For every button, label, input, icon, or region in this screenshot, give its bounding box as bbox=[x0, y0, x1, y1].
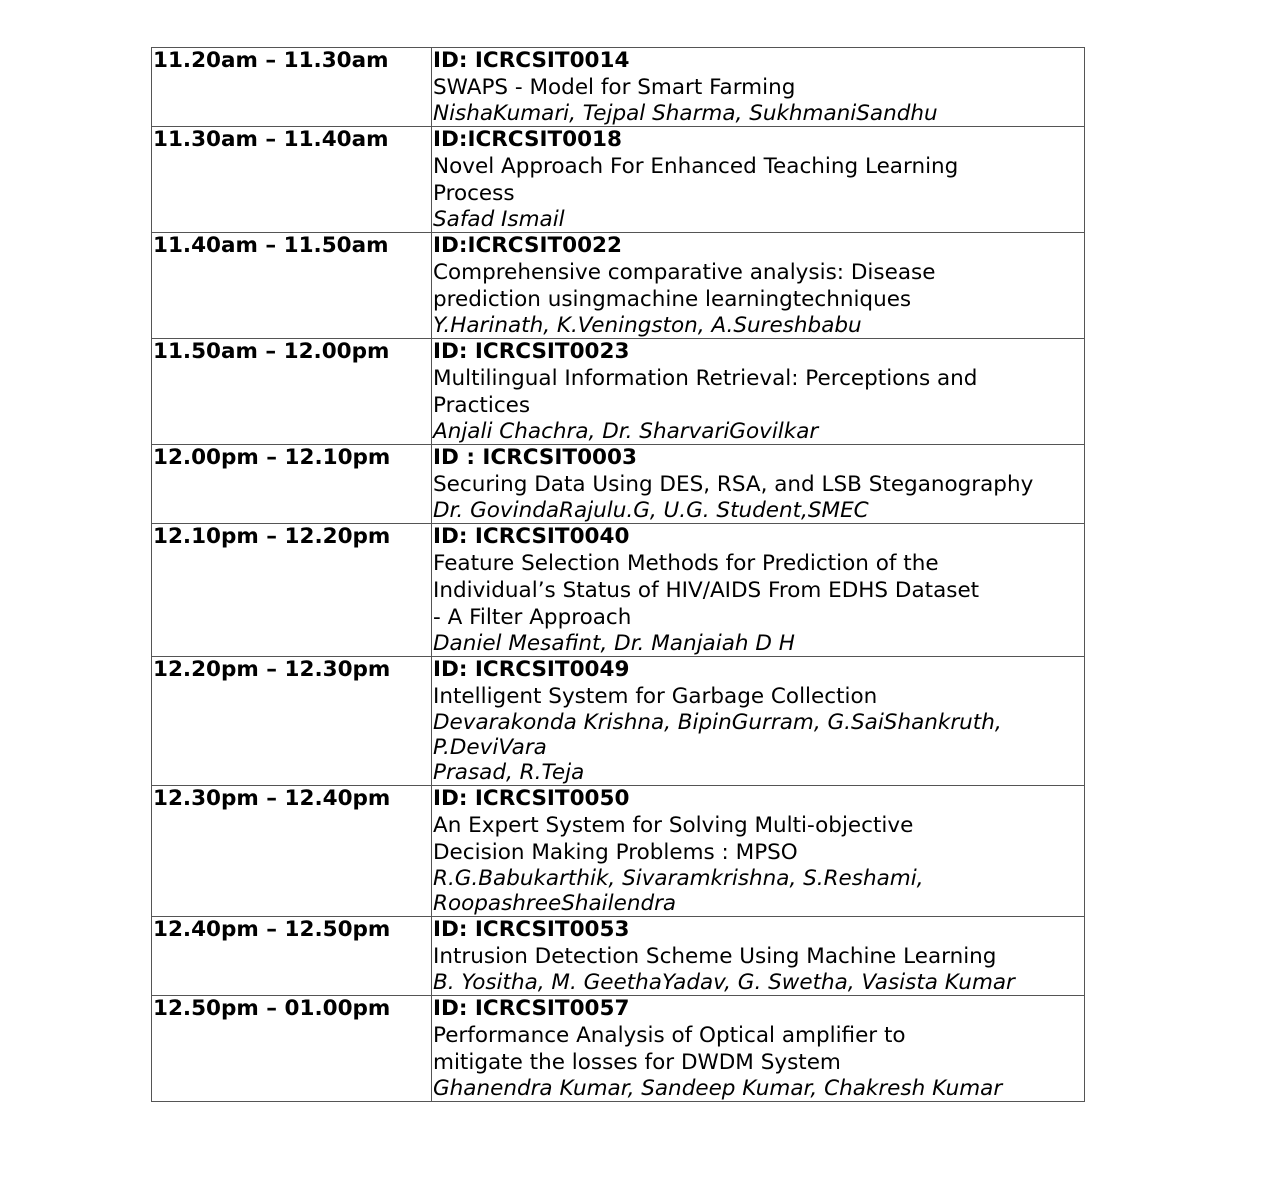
paper-authors: Dr. GovindaRajulu.G, U.G. Student,SMEC bbox=[433, 498, 869, 523]
paper-title: Feature Selection Methods for Prediction of the Individual’s Status of HIV/AIDS From EDHS Dataset - A Filter Approach bbox=[433, 551, 980, 630]
paper-authors: R.G.Babukarthik, Sivaramkrishna, S.Reshami, RoopashreeShailendra bbox=[433, 866, 924, 916]
paper-id: ID:ICRCSIT0022 bbox=[433, 233, 622, 258]
table-row bbox=[152, 127, 1085, 233]
table-row bbox=[152, 445, 1085, 524]
paper-id: ID: ICRCSIT0049 bbox=[433, 657, 630, 682]
paper-authors: Safad Ismail bbox=[433, 207, 565, 232]
paper-authors: B. Yositha, M. GeethaYadav, G. Swetha, Vasista Kumar bbox=[433, 970, 1015, 995]
paper-authors: NishaKumari, Tejpal Sharma, SukhmaniSandhu bbox=[433, 101, 938, 126]
schedule-body bbox=[152, 48, 1085, 1102]
paper-title: Performance Analysis of Optical amplifier to mitigate the losses for DWDM System bbox=[433, 1023, 906, 1075]
schedule-table bbox=[151, 47, 1085, 1102]
table-row bbox=[152, 524, 1085, 657]
table-row bbox=[152, 917, 1085, 996]
table-row bbox=[152, 657, 1085, 786]
paper-cell bbox=[432, 524, 1085, 657]
paper-title: SWAPS - Model for Smart Farming bbox=[433, 75, 796, 100]
time-slot: 12.50pm – 01.00pm bbox=[152, 996, 432, 1102]
time-slot: 12.20pm – 12.30pm bbox=[152, 657, 432, 786]
paper-id: ID: ICRCSIT0023 bbox=[433, 339, 630, 364]
table-row bbox=[152, 339, 1085, 445]
paper-authors: Devarakonda Krishna, BipinGurram, G.SaiShankruth, P.DeviVara Prasad, R.Teja bbox=[433, 710, 1002, 785]
paper-id: ID: ICRCSIT0050 bbox=[433, 786, 630, 811]
paper-authors: Ghanendra Kumar, Sandeep Kumar, Chakresh Kumar bbox=[433, 1076, 1003, 1101]
paper-cell bbox=[432, 917, 1085, 996]
paper-id: ID: ICRCSIT0057 bbox=[433, 996, 630, 1021]
paper-title: An Expert System for Solving Multi-objective Decision Making Problems : MPSO bbox=[433, 813, 914, 865]
paper-id: ID: ICRCSIT0040 bbox=[433, 524, 630, 549]
paper-cell bbox=[432, 233, 1085, 339]
paper-id: ID : ICRCSIT0003 bbox=[433, 445, 637, 470]
time-slot: 11.20am – 11.30am bbox=[152, 48, 432, 127]
paper-authors: Daniel Mesafint, Dr. Manjaiah D H bbox=[433, 631, 795, 656]
table-row bbox=[152, 48, 1085, 127]
paper-id: ID:ICRCSIT0018 bbox=[433, 127, 622, 152]
paper-authors: Y.Harinath, K.Veningston, A.Sureshbabu bbox=[433, 313, 862, 338]
paper-title: Intrusion Detection Scheme Using Machine Learning bbox=[433, 944, 997, 969]
time-slot: 12.30pm – 12.40pm bbox=[152, 786, 432, 917]
time-slot: 12.10pm – 12.20pm bbox=[152, 524, 432, 657]
paper-cell bbox=[432, 127, 1085, 233]
paper-cell bbox=[432, 657, 1085, 786]
paper-id: ID: ICRCSIT0053 bbox=[433, 917, 630, 942]
time-slot: 12.40pm – 12.50pm bbox=[152, 917, 432, 996]
paper-title: Novel Approach For Enhanced Teaching Learning Process bbox=[433, 154, 959, 206]
paper-title: Securing Data Using DES, RSA, and LSB Steganography bbox=[433, 472, 1034, 497]
paper-authors: Anjali Chachra, Dr. SharvariGovilkar bbox=[433, 419, 819, 444]
paper-title: Multilingual Information Retrieval: Perceptions and Practices bbox=[433, 366, 978, 418]
paper-id: ID: ICRCSIT0014 bbox=[433, 48, 630, 73]
paper-cell bbox=[432, 48, 1085, 127]
paper-cell bbox=[432, 996, 1085, 1102]
time-slot: 11.40am – 11.50am bbox=[152, 233, 432, 339]
time-slot: 12.00pm – 12.10pm bbox=[152, 445, 432, 524]
paper-title: Intelligent System for Garbage Collection bbox=[433, 684, 878, 709]
paper-cell bbox=[432, 445, 1085, 524]
table-row bbox=[152, 233, 1085, 339]
paper-cell bbox=[432, 339, 1085, 445]
paper-cell bbox=[432, 786, 1085, 917]
paper-title: Comprehensive comparative analysis: Disease prediction usingmachine learningtechniques bbox=[433, 260, 936, 312]
table-row bbox=[152, 996, 1085, 1102]
time-slot: 11.50am – 12.00pm bbox=[152, 339, 432, 445]
time-slot: 11.30am – 11.40am bbox=[152, 127, 432, 233]
table-row bbox=[152, 786, 1085, 917]
